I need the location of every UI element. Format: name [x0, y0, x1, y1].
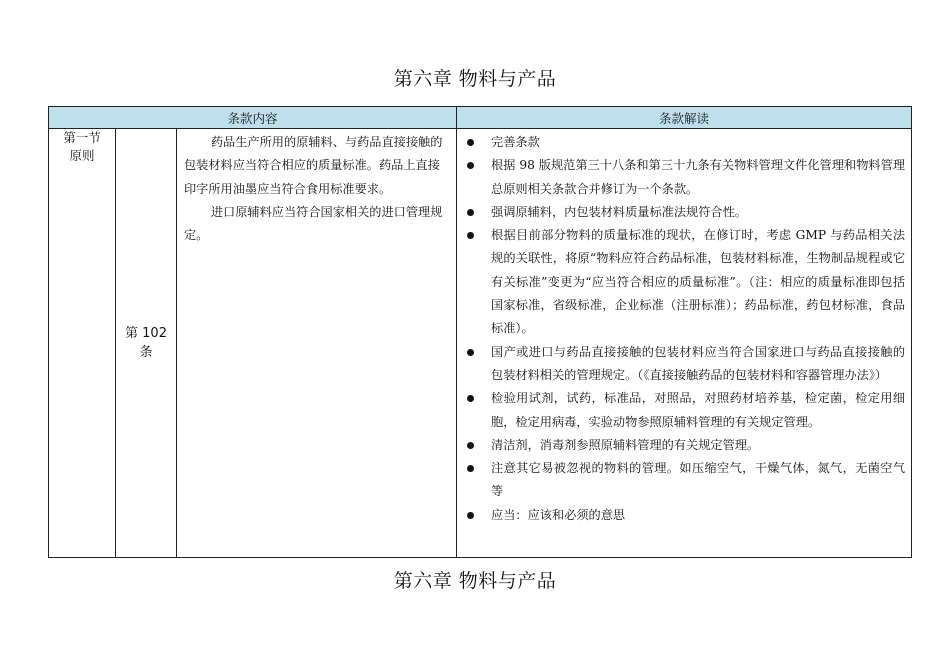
list-item-text: 注意其它易被忽视的物料的管理。如压缩空气，干燥气体，氮气，无菌空气等 [491, 461, 906, 499]
bullet-icon [467, 465, 474, 472]
bullet-icon [467, 139, 474, 146]
list-item-text: 强调原辅料，内包装材料质量标准法规符合性。 [491, 204, 747, 219]
clause-content-cell [177, 129, 457, 558]
chapter-title: 第六章 物料与产品 [393, 68, 557, 90]
article-number: 第 102 [125, 326, 167, 341]
section-number: 第一节 [63, 130, 101, 145]
list-item-text: 应当：应该和必须的意思 [491, 507, 626, 522]
list-item [465, 457, 905, 504]
bullet-icon [467, 209, 474, 216]
list-item [465, 341, 905, 388]
bullet-icon [467, 395, 474, 402]
list-item-text: 根据 98 版规范第三十八条和第三十九条有关物料管理文件化管理和物料管理总原则相关条款合并修订为一个条款。 [491, 158, 906, 196]
bullet-icon [467, 442, 474, 449]
bullet-icon [467, 349, 474, 356]
list-item-text: 检验用试剂，试药，标准品，对照品，对照药材培养基，检定菌，检定用细胞，检定用病毒，实验动物参照原辅料管理的有关规定管理。 [491, 391, 906, 429]
content-paragraph: 进口原辅料应当符合国家相关的进口管理规定。 [184, 204, 443, 243]
bullet-icon [467, 232, 474, 239]
regulation-table [48, 106, 912, 558]
interpretation-cell [457, 129, 912, 558]
section-cell [49, 129, 116, 558]
bullet-icon [467, 512, 474, 519]
list-item [465, 154, 905, 201]
list-item-text: 根据目前部分物料的质量标准的现状，在修订时，考虑 GMP 与药品相关法规的关联性，将原“物料应符合药品标准，包装材料标准，生物制品规程或它有关标准”变更为“应当符合相应的质量标准”。（注：相应的质量标准即包括国家标准，省级标准，企业标准（注册标准）；药品标准，药包材标准，食品标准）。 [491, 228, 906, 336]
list-item [465, 504, 905, 527]
list-item [465, 434, 905, 457]
content-paragraph: 药品生产所用的原辅料、与药品直接接触的包装材料应当符合相应的质量标准。药品上直接印字所用油墨应当符合食用标准要求。 [184, 135, 443, 196]
interpretation-list [465, 131, 905, 527]
header-clause-interpretation: 条款解读 [457, 107, 912, 129]
list-item [465, 201, 905, 224]
list-item [465, 224, 905, 340]
list-item [465, 131, 905, 154]
list-item-text: 清洁剂，消毒剂参照原辅料管理的有关规定管理。 [491, 437, 760, 452]
header-clause-content: 条款内容 [49, 107, 457, 129]
table-row [49, 129, 912, 558]
article-cell [116, 129, 177, 558]
list-item-text: 完善条款 [491, 135, 540, 149]
list-item [465, 387, 905, 434]
article-suffix: 条 [139, 345, 153, 360]
section-title: 原则 [69, 148, 95, 163]
table-header-row [49, 107, 912, 129]
chapter-title-footer: 第六章 物料与产品 [393, 570, 557, 592]
bullet-icon [467, 162, 474, 169]
list-item-text: 国产或进口与药品直接接触的包装材料应当符合国家进口与药品直接接触的包装材料相关的管理规定。（《直接接触药品的包装材料和容器管理办法》） [491, 344, 906, 382]
